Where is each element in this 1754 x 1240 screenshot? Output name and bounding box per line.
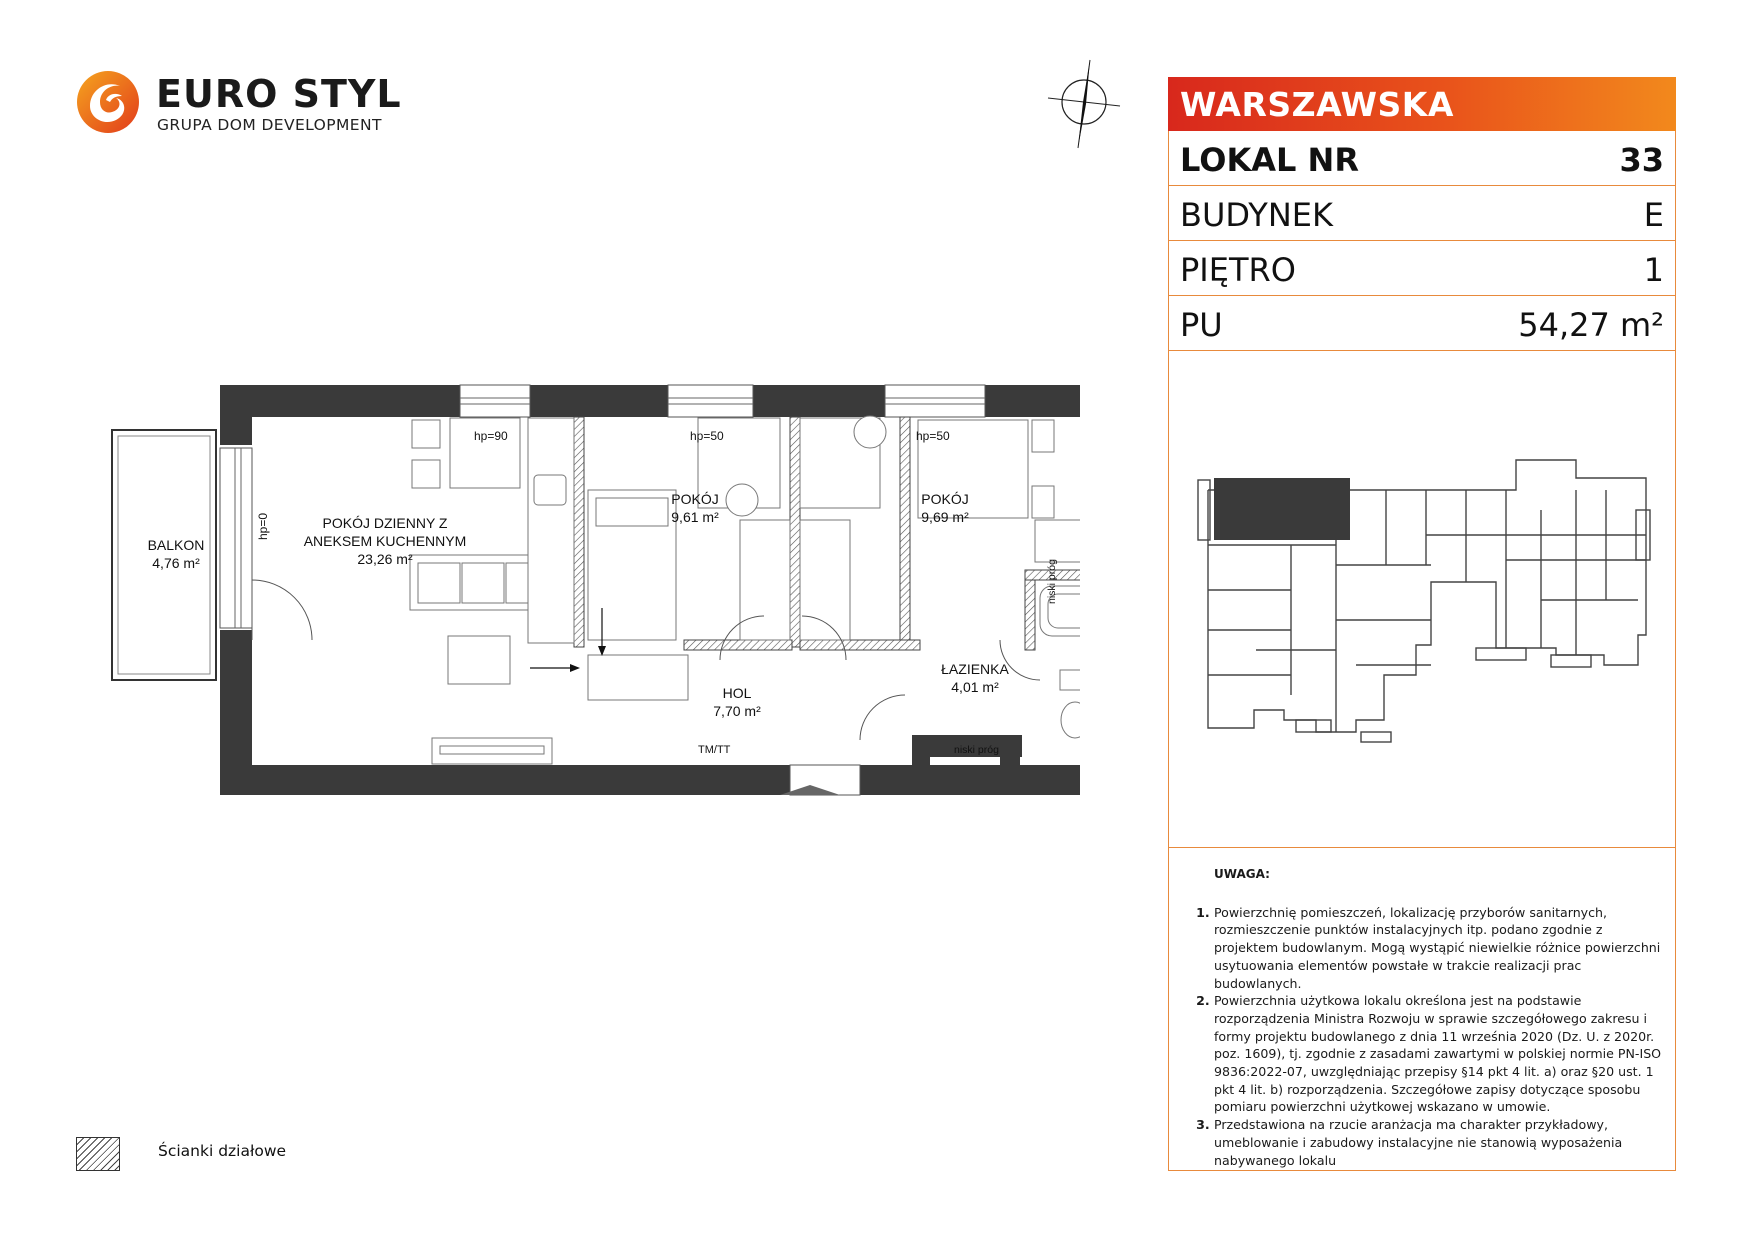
row-budynek-label: BUDYNEK (1180, 196, 1333, 234)
room-living-label: POKÓJ DZIENNY Z ANEKSEM KUCHENNYM 23,26 m² (303, 515, 467, 567)
row-budynek (1168, 186, 1676, 241)
project-header (1168, 77, 1676, 131)
tmtt-mark: TM/TT (698, 744, 731, 756)
notes-block (1182, 866, 1662, 1169)
brand-name: EURO STYL (156, 72, 402, 116)
eurostyl-logo-icon (76, 70, 140, 134)
notes-title: UWAGA: (1214, 867, 1270, 881)
hp90-mark: hp=90 (474, 429, 508, 443)
row-budynek-value: E (1643, 196, 1664, 234)
hp50-mark-2: hp=50 (916, 429, 950, 443)
room-pokoj2-label: POKÓJ 9,69 m² (921, 491, 969, 525)
project-name: WARSZAWSKA (1180, 85, 1454, 124)
room-lazienka-label: ŁAZIENKA 4,01 m² (941, 661, 1009, 695)
highlighted-unit (1214, 478, 1350, 540)
row-pu (1168, 296, 1676, 351)
building-key-plan (1196, 450, 1656, 745)
row-pietro (1168, 241, 1676, 296)
room-pokoj1-label: POKÓJ 9,61 m² (671, 491, 719, 525)
north-arrow-icon (1046, 58, 1122, 150)
notes-divider (1168, 847, 1676, 848)
row-lokal (1168, 131, 1676, 186)
partition-wall-legend-swatch (76, 1137, 120, 1171)
note-item: 2. Powierzchnia użytkowa lokalu określona jest na podstawie rozporządzenia Ministra Rozwoju w sprawie szczegółowego zakresu i formy projektu budowlanego z dnia 11 września 2020 (Dz. U. z 2020r. poz. 1609), tj. zgodnie z zasadami zawartymi w polskiej normie PN-ISO 9836:2022-07, uwzględniając przepisy §14 pkt 4 lit. a) oraz §20 ust. 1 pkt 4 lit. b) rozporządzenia. Szczegółowe zapisy dotyczące sposobu pomiaru powierzchni użytkowej wskazano w umowie. (1214, 992, 1662, 1116)
brand-tagline: GRUPA DOM DEVELOPMENT (157, 116, 382, 134)
row-lokal-label: LOKAL NR (1180, 141, 1359, 179)
row-pietro-value: 1 (1643, 251, 1664, 289)
row-pu-value: 54,27 m² (1518, 306, 1664, 344)
hp0-mark: hp=0 (256, 512, 270, 540)
note-item: 1. Powierzchnię pomieszczeń, lokalizację przyborów sanitarnych, rozmieszczenie punktów instalacyjnych itp. podano zgodnie z projektem budowlanym. Mogą wystąpić niewielkie różnice powierzchni usytuowania elementów powstałe w trakcie realizacji prac budowlanych. (1214, 904, 1662, 993)
row-lokal-value: 33 (1619, 141, 1664, 179)
room-hol-label: HOL 7,70 m² (713, 685, 761, 719)
niski-prog-mark-2: niski próg (1046, 559, 1058, 604)
note-item: 3. Przedstawiona na rzucie aranżacja ma charakter przykładowy, umeblowanie i zabudowy instalacyjne nie stanowią wyposażenia nabywanego lokalu (1214, 1116, 1662, 1169)
row-pu-label: PU (1180, 306, 1223, 344)
legend-label: Ścianki działowe (158, 1142, 287, 1160)
niski-prog-mark-1: niski próg (954, 744, 999, 756)
hp50-mark-1: hp=50 (690, 429, 724, 443)
row-pietro-label: PIĘTRO (1180, 251, 1296, 289)
room-balkon-label: BALKON 4,76 m² (147, 537, 205, 571)
floor-plan (100, 380, 1080, 800)
